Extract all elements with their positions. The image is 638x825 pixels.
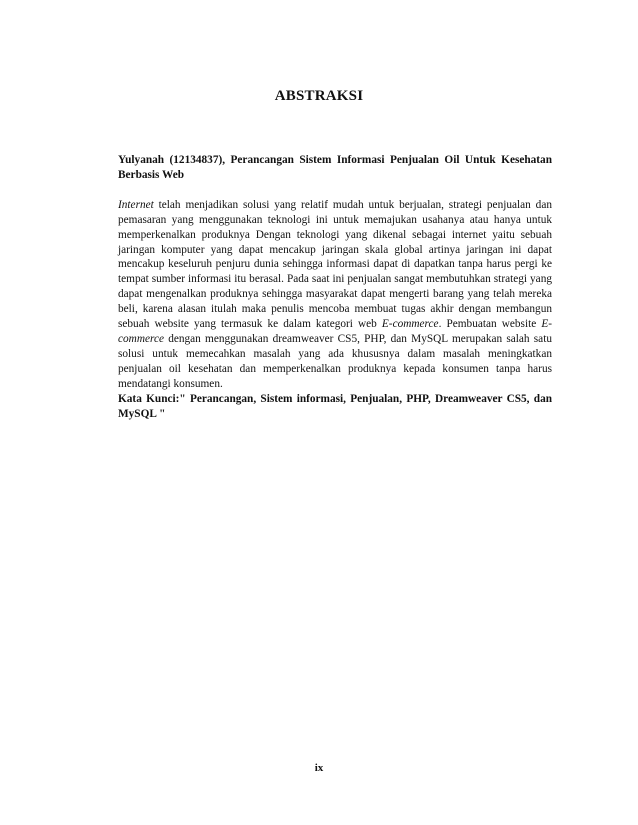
abstract-title: ABSTRAKSI [274,88,364,104]
abstract-content [118,153,552,421]
ecommerce-italic-term-1: E-commerce [381,318,439,331]
internet-italic-term: Internet [118,198,154,211]
ecommerce-italic-term-2: E-commerce [118,318,552,345]
keywords-line: Kata Kunci:" Perancangan, Sistem informasi, Penjualan, PHP, Dreamweaver CS5, dan MySQL " [118,392,552,420]
body-text-part-3: dengan menggunakan dreamweaver CS5, PHP, dan MySQL merupakan salah satu solusi untuk memecahkan masalah yang ada khususnya dalam masalah meningkatkan penjualan oil kesehatan dan memperkenalkan produknya kepada konsumen tanpa harus mendatangi konsumen. [118,332,552,390]
author-title-heading: Yulyanah (12134837), Perancangan Sistem Informasi Penjualan Oil Untuk Kesehatan Berbasis Web [118,154,552,181]
body-text-part-2: . Pembuatan website [438,318,542,331]
page-number: ix [314,762,324,774]
abstract-body-paragraph [118,198,552,392]
body-text-part-1: telah menjadikan solusi yang relatif mudah untuk berjualan, strategi penjualan dan pemasaran yang menggunakan teknologi ini untuk memajukan usahanya atau hanya untuk memperkenalkan produknya Dengan teknologi yang dikenal sebagai internet yaitu sebuah jaringan komputer yang dapat mencakup jaringan skala global artinya jaringan ini dapat mencakup keseluruh penjuru dunia sehingga informasi dapat di dapatkan tanpa harus pergi ke tempat sumber informasi itu berasal. Pada saat ini penjualan sangat membutuhkan strategi yang dapat mengenalkan produknya sehingga masyarakat dapat mengerti barang yang telah mereka beli, karena alasan itulah maka penulis mencoba membuat tugas akhir dengan membangun sebuah website yang termasuk ke dalam kategori web [118,198,552,331]
